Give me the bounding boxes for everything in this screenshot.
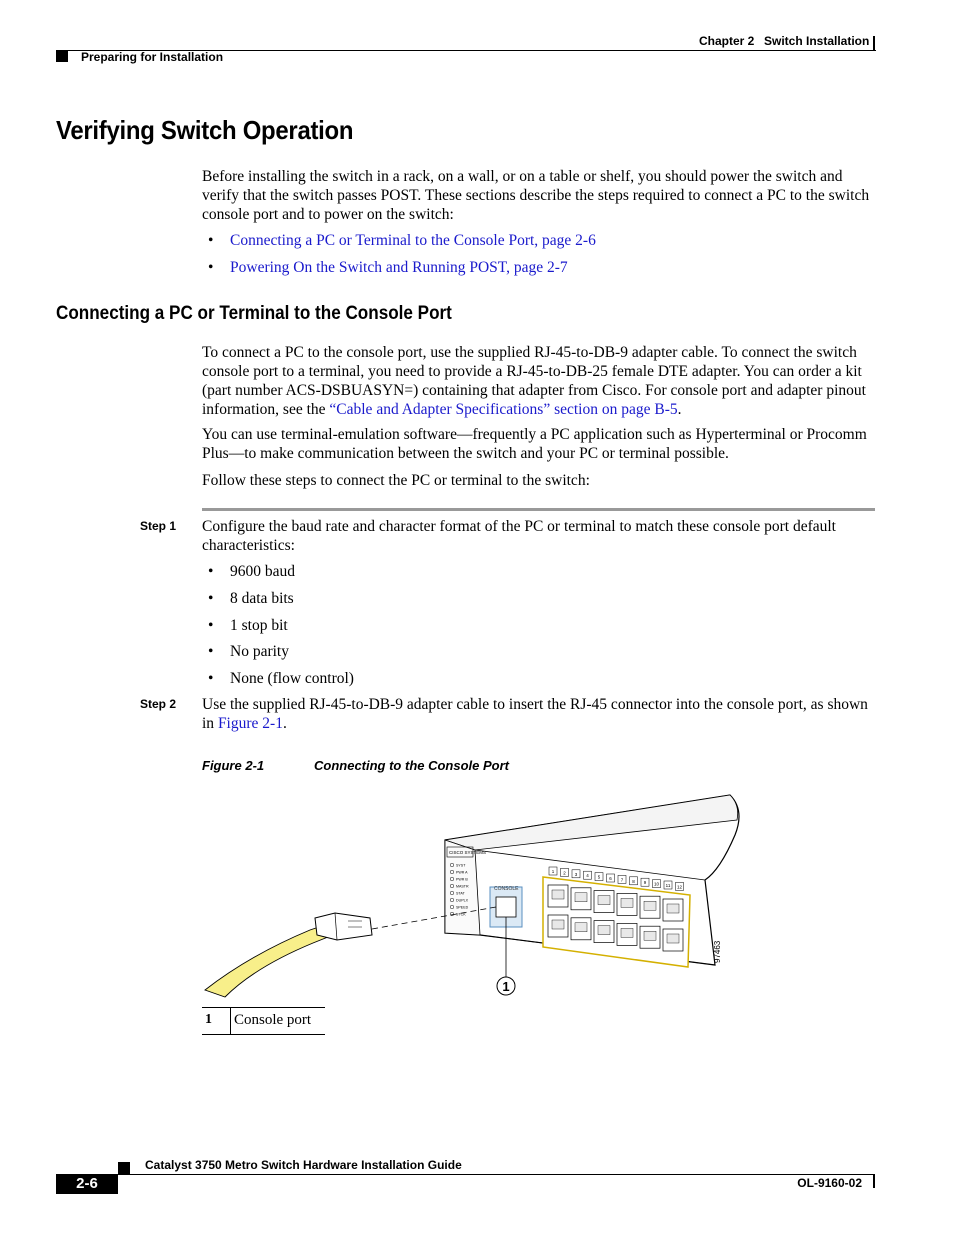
ethernet-port-jack bbox=[598, 896, 610, 905]
section-heading: Connecting a PC or Terminal to the Console Port bbox=[56, 303, 452, 324]
step-2-text bbox=[202, 695, 882, 733]
console-paragraph bbox=[202, 343, 882, 419]
led-label: STAT bbox=[456, 891, 465, 896]
procedure-rule bbox=[202, 508, 875, 511]
page-number: 2-6 bbox=[56, 1174, 118, 1194]
ethernet-port-jack bbox=[621, 928, 633, 937]
port-number: 10 bbox=[653, 881, 660, 887]
list-item bbox=[208, 642, 289, 661]
list-item-text: 1 stop bit bbox=[230, 617, 288, 634]
led-indicator bbox=[450, 891, 454, 895]
header-bar bbox=[873, 36, 875, 51]
bullet-dot: • bbox=[208, 670, 214, 687]
port-number: 5 bbox=[597, 874, 601, 880]
intro-link-powering-on[interactable]: Powering On the Switch and Running POST, page 2-7 bbox=[230, 259, 568, 276]
ethernet-port-jack bbox=[598, 926, 610, 935]
page-title: Verifying Switch Operation bbox=[56, 115, 354, 145]
led-label: MASTR bbox=[456, 884, 469, 889]
led-indicator bbox=[450, 877, 454, 881]
list-item-text: No parity bbox=[230, 643, 289, 660]
intro-link-item bbox=[208, 231, 596, 250]
port-number: 9 bbox=[643, 880, 647, 886]
led-label: STCK bbox=[456, 912, 466, 917]
list-item bbox=[208, 589, 294, 608]
ethernet-port-jack bbox=[644, 901, 656, 910]
step-2-label: Step 2 bbox=[140, 697, 177, 711]
figure-link[interactable]: Figure 2-1 bbox=[217, 715, 283, 732]
ethernet-port-jack bbox=[667, 904, 679, 913]
console-port-illustration bbox=[200, 785, 760, 1005]
callout-number: 1 bbox=[502, 979, 510, 994]
bullet-dot: • bbox=[208, 643, 214, 660]
led-indicator bbox=[450, 898, 454, 902]
port-number: 2 bbox=[563, 870, 566, 876]
list-item-text: 8 data bits bbox=[230, 590, 294, 607]
port-number: 6 bbox=[609, 876, 612, 881]
list-item bbox=[208, 562, 295, 581]
cable-spec-link[interactable]: “Cable and Adapter Specifications” section on page B-5 bbox=[329, 401, 678, 418]
intro-link-item bbox=[208, 258, 568, 277]
brand-text: CISCO SYSTEMS bbox=[449, 850, 487, 855]
ethernet-port-jack bbox=[667, 934, 679, 943]
console-cable bbox=[205, 925, 328, 997]
header-marker bbox=[56, 50, 68, 62]
list-item bbox=[208, 669, 354, 688]
list-item-text: None (flow control) bbox=[230, 670, 354, 687]
led-label: DUPLX bbox=[456, 898, 468, 903]
port-number: 11 bbox=[665, 883, 671, 888]
bullet-dot: • bbox=[208, 563, 214, 580]
led-label: PWR B bbox=[456, 877, 468, 882]
intro-paragraph: Before installing the switch in a rack, on a wall, or on a table or shelf, you should power the switch and verify that the switch passes POST. These sections describe the steps required to connect a PC to the switch console port and to power on the switch: bbox=[202, 168, 870, 223]
led-label: SYST bbox=[456, 863, 466, 868]
footer-marker bbox=[118, 1162, 130, 1174]
header-chapter-title: Switch Installation bbox=[764, 34, 870, 48]
footer-book-title: Catalyst 3750 Metro Switch Hardware Installation Guide bbox=[145, 1158, 462, 1172]
ethernet-port-jack bbox=[644, 931, 656, 940]
led-indicator bbox=[450, 863, 454, 867]
ethernet-port-jack bbox=[552, 920, 564, 929]
emulation-paragraph: You can use terminal-emulation software—frequently a PC application such as Hyperterminal or Procomm Plus—to make communication between the switch and your PC or terminal possible. bbox=[202, 426, 867, 462]
bullet-dot: • bbox=[208, 259, 214, 276]
header-section: Preparing for Installation bbox=[81, 50, 224, 64]
footer-bar bbox=[873, 1174, 875, 1188]
header-chapter: Chapter 2 bbox=[699, 34, 755, 48]
ethernet-port-jack bbox=[575, 923, 587, 932]
footer-doc-number: OL-9160-02 bbox=[797, 1176, 862, 1190]
intro-link-console-port[interactable]: Connecting a PC or Terminal to the Console Port, page 2-6 bbox=[230, 232, 596, 249]
port-number: 8 bbox=[632, 878, 635, 884]
led-indicator bbox=[450, 905, 454, 909]
legend-text: Console port bbox=[234, 1012, 312, 1028]
led-label: SPEED bbox=[456, 905, 469, 910]
ethernet-port-jack bbox=[621, 898, 633, 907]
step-1-text: Configure the baud rate and character format of the PC or terminal to match these console port default characteristics: bbox=[202, 518, 836, 554]
port-number: 3 bbox=[574, 871, 578, 877]
console-port bbox=[496, 897, 516, 917]
bullet-dot: • bbox=[208, 232, 214, 249]
step-1-label: Step 1 bbox=[140, 519, 177, 533]
rj45-connector bbox=[315, 913, 372, 940]
port-number: 4 bbox=[586, 873, 589, 879]
led-indicator bbox=[450, 884, 454, 888]
bullet-dot: • bbox=[208, 590, 214, 607]
console-label: CONSOLE bbox=[494, 886, 519, 892]
follow-paragraph: Follow these steps to connect the PC or terminal to the switch: bbox=[202, 472, 590, 489]
image-id: 97463 bbox=[713, 940, 722, 963]
step-2-end: . bbox=[282, 715, 287, 732]
led-indicator bbox=[450, 870, 454, 874]
ethernet-port-jack bbox=[552, 890, 564, 899]
footer-rule bbox=[118, 1174, 875, 1175]
ethernet-port-jack bbox=[575, 893, 587, 902]
console-paragraph-text: To connect a PC to the console port, use the supplied RJ-45-to-DB-9 adapter cable. To connect the switch console port to a terminal, you need to provide a RJ-45-to-DB-25 female DTE adapter. You can order a kit (part number ACS-DSBUASYN=) containing that adapter from Cisco. For console port and adapter pinout information, see the bbox=[202, 344, 866, 418]
port-number: 12 bbox=[676, 884, 683, 890]
port-number: 1 bbox=[551, 869, 555, 874]
step-2-body: Use the supplied RJ-45-to-DB-9 adapter cable to insert the RJ-45 connector into the console port, as shown in bbox=[202, 696, 868, 732]
console-paragraph-end: . bbox=[677, 401, 682, 418]
led-indicator bbox=[450, 912, 454, 916]
legend-number: 1 bbox=[205, 1012, 212, 1027]
led-label: PWR A bbox=[456, 870, 468, 875]
list-item bbox=[208, 616, 288, 635]
legend-divider bbox=[230, 1008, 231, 1034]
figure-legend bbox=[202, 1007, 325, 1035]
figure-title: Connecting to the Console Port bbox=[314, 758, 509, 773]
bullet-dot: • bbox=[208, 617, 214, 634]
list-item-text: 9600 baud bbox=[230, 563, 296, 580]
port-number: 7 bbox=[620, 877, 624, 883]
figure-label: Figure 2-1 bbox=[202, 758, 265, 773]
